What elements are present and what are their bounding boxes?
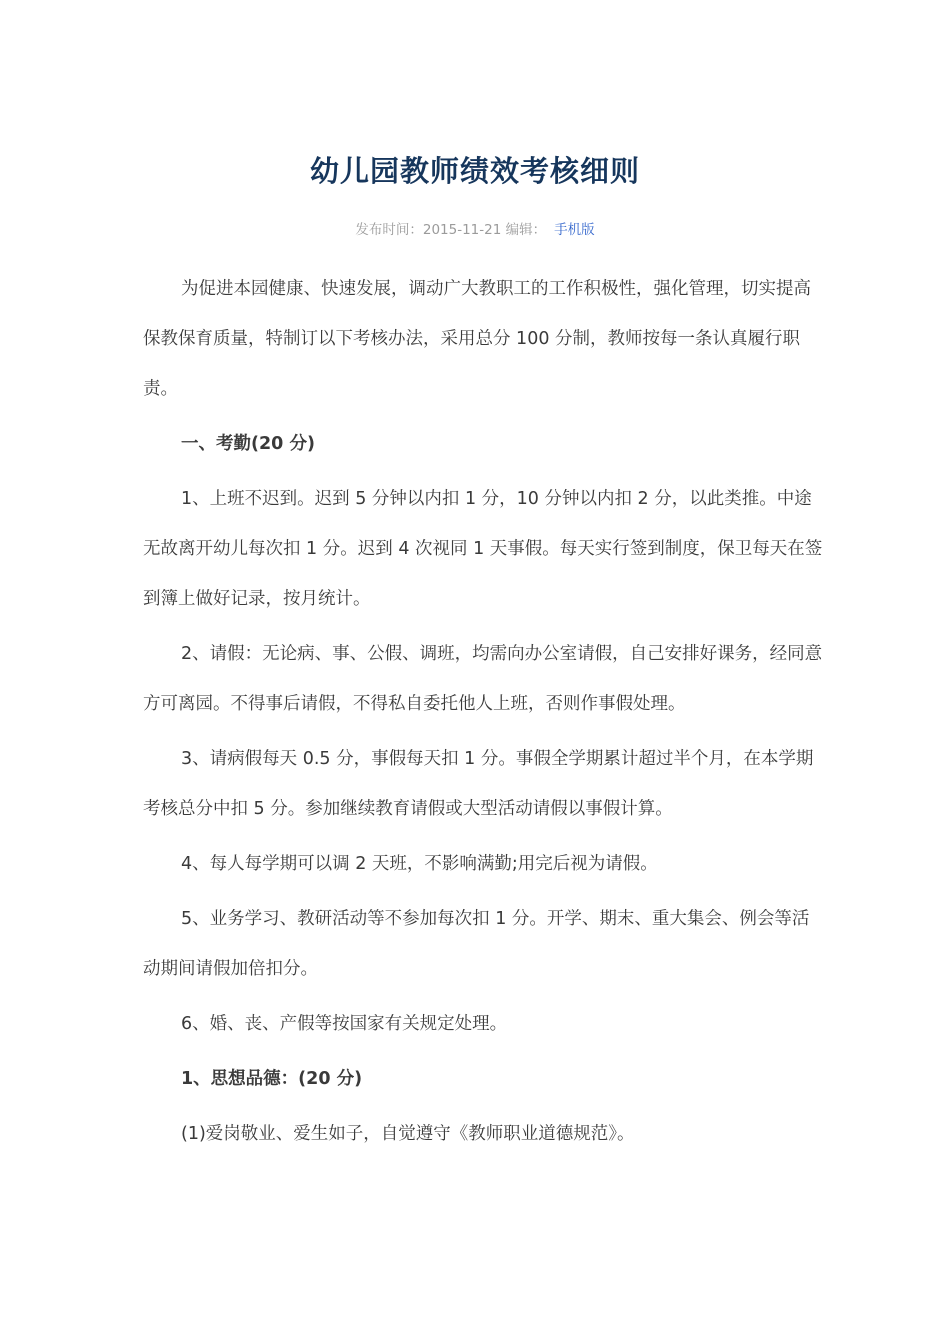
mobile-version-link[interactable]: 手机版	[554, 222, 595, 238]
publish-label: 发布时间：	[355, 222, 423, 238]
article-body	[143, 264, 823, 1164]
section-heading-ethics: 1、思想品德：(20 分)	[181, 1069, 363, 1089]
paragraph-item: 1、上班不迟到。迟到 5 分钟以内扣 1 分，10 分钟以内扣 2 分，以此类推。中途无故离开幼儿每次扣 1 分。迟到 4 次视同 1 天事假。每天实行签到制度，保卫每天在签到簿上做好记录，按月统计。	[143, 489, 823, 609]
section-heading-attendance: 一、考勤(20 分)	[181, 434, 315, 454]
paragraph-item: 3、请病假每天 0.5 分，事假每天扣 1 分。事假全学期累计超过半个月，在本学期考核总分中扣 5 分。参加继续教育请假或大型活动请假以事假计算。	[143, 749, 814, 819]
paragraph-item: 5、业务学习、教研活动等不参加每次扣 1 分。开学、期末、重大集会、例会等活动期间请假加倍扣分。	[143, 909, 810, 979]
paragraph-item: (1)爱岗敬业、爱生如子，自觉遵守《教师职业道德规范》。	[181, 1124, 635, 1144]
paragraph-item: 2、请假：无论病、事、公假、调班，均需向办公室请假，自己安排好课务，经同意方可离园。不得事后请假，不得私自委托他人上班，否则作事假处理。	[143, 644, 823, 714]
paragraph-item: 6、婚、丧、产假等按国家有关规定处理。	[181, 1014, 508, 1034]
publish-date: 2015-11-21	[422, 222, 502, 238]
article-title: 幼儿园教师绩效考核细则	[309, 154, 640, 189]
editor-label: 编辑：	[505, 222, 547, 238]
article-meta	[0, 219, 950, 241]
paragraph-item: 4、每人每学期可以调 2 天班，不影响满勤;用完后视为请假。	[181, 854, 658, 874]
paragraph-intro: 为促进本园健康、快速发展，调动广大教职工的工作积极性，强化管理，切实提高保教保育质量，特制订以下考核办法，采用总分 100 分制，教师按每一条认真履行职责。	[143, 279, 811, 399]
